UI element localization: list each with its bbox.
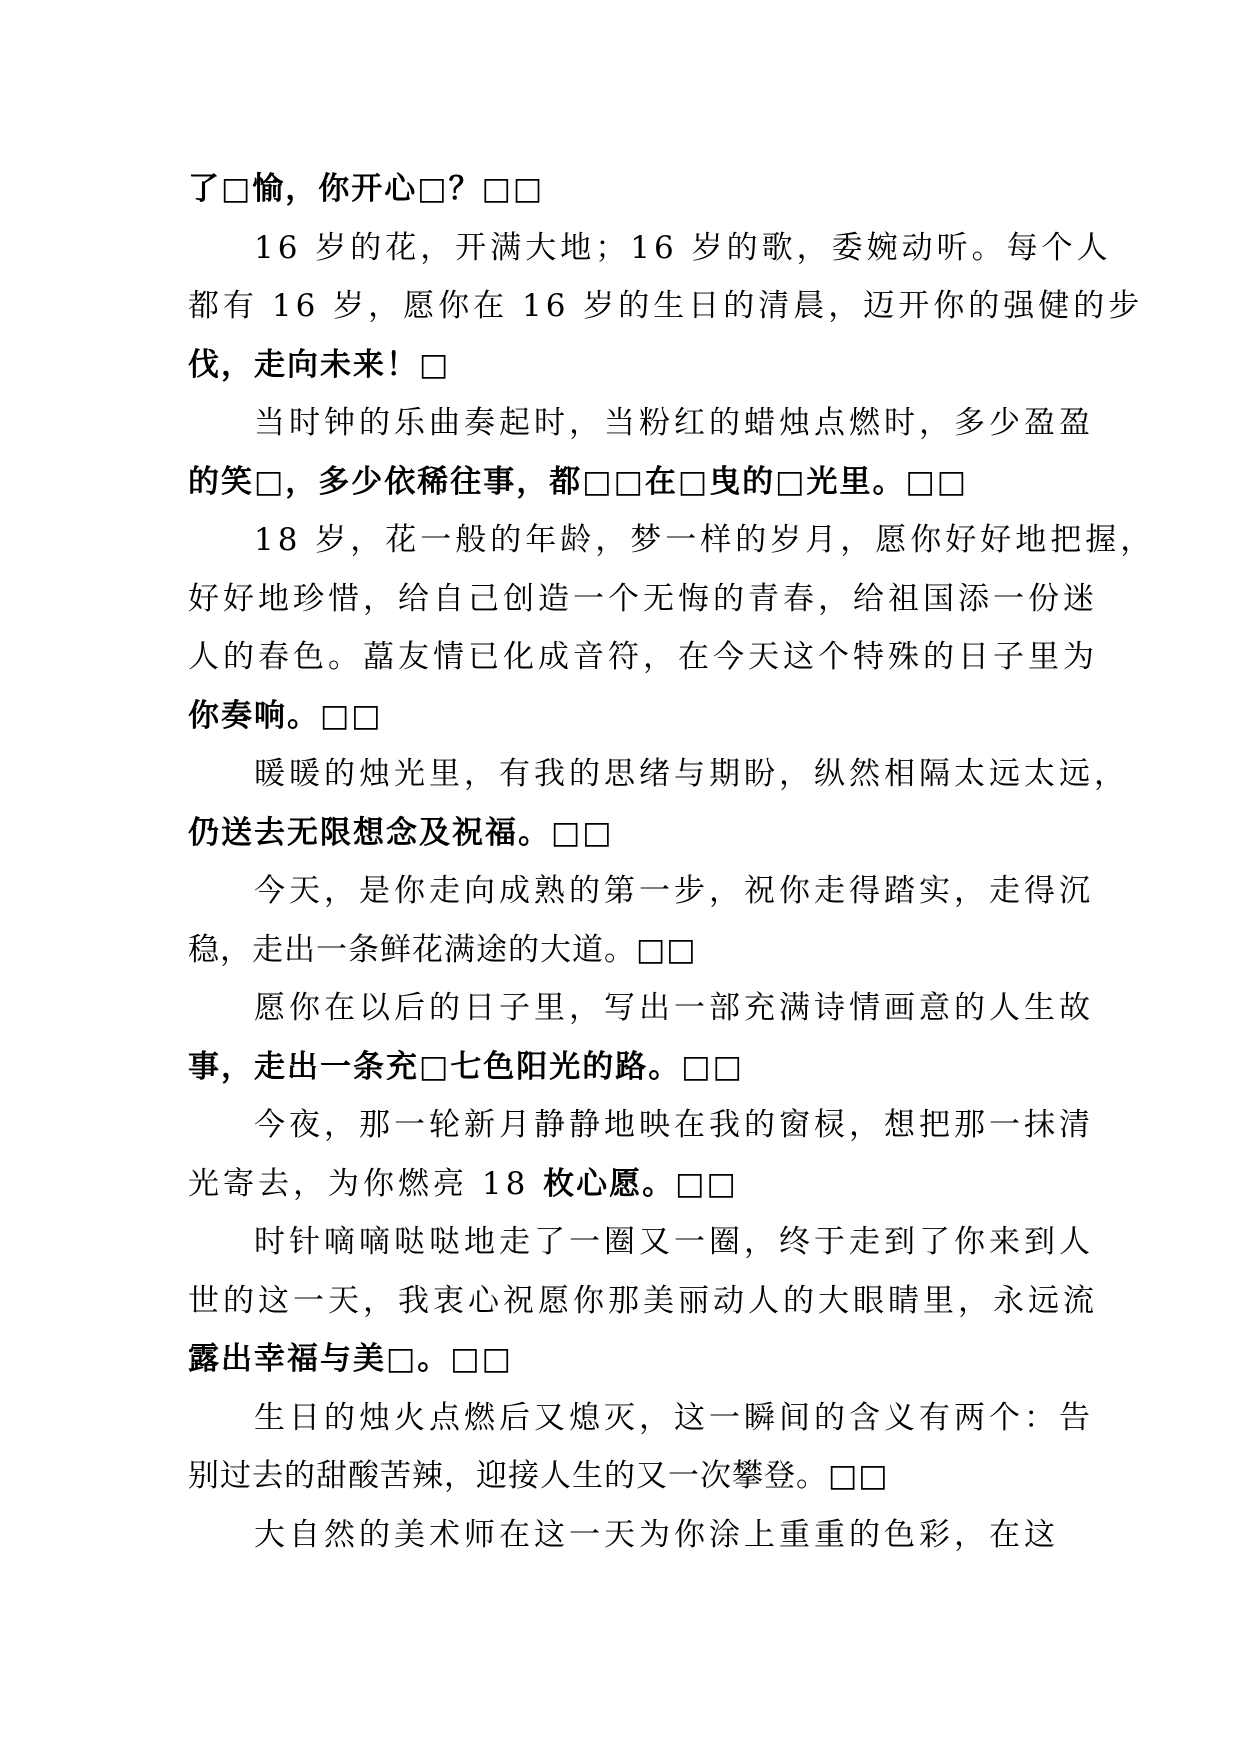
text-line: 暖暖的烛光里，有我的思绪与期盼，纵然相隔太远太远， — [254, 756, 1129, 792]
document-page — [188, 160, 1156, 1564]
text-line: 生日的烛火点燃后又熄灭，这一瞬间的含义有两个：告 — [254, 1399, 1094, 1436]
text-line: 今夜，那一轮新月静静地映在我的窗棂，想把那一抹清 — [254, 1107, 1094, 1143]
text-line: 了□愉，你开心□？□□ — [188, 171, 545, 207]
text-line: 当时钟的乐曲奏起时，当粉红的蜡烛点燃时，多少盈盈 — [254, 405, 1094, 441]
text-line: 伐，走向未来！□ — [188, 346, 451, 383]
text-line: 露出幸福与美□。□□ — [188, 1341, 513, 1377]
text-line: 18 岁，花一般的年龄，梦一样的岁月，愿你好好地把握， — [254, 522, 1156, 558]
text-line: 事，走出一条充□七色阳光的路。□□ — [188, 1048, 744, 1085]
text-line: 都有 16 岁，愿你在 16 岁的生日的清晨，迈开你的强健的步 — [188, 288, 1144, 324]
text-line: 愿你在以后的日子里，写出一部充满诗情画意的人生故 — [254, 990, 1094, 1026]
text-segment-sans: 枚心愿。□□ — [543, 1165, 738, 1202]
text-line-mixed — [188, 1155, 1058, 1214]
text-segment-serif: 光寄去，为你燃亮 18 — [188, 1165, 544, 1202]
text-line: 今天，是你走向成熟的第一步，祝你走得踏实，走得沉 — [254, 873, 1094, 909]
text-line: 16 岁的花，开满大地；16 岁的歌，委婉动听。每个人 — [254, 229, 1112, 266]
text-line: 你奏响。□□ — [188, 697, 383, 734]
text-line: 时针嘀嘀哒哒地走了一圈又一圈，终于走到了你来到人 — [254, 1224, 1094, 1260]
text-line: 好好地珍惜，给自己创造一个无悔的青春，给祖国添一份迷 — [188, 580, 1098, 617]
text-line: 稳，走出一条鲜花满途的大道。□□ — [188, 931, 697, 968]
text-line: 人的春色。藠友情已化成音符，在今天这个特殊的日子里为 — [188, 639, 1098, 675]
text-line: 别过去的甜酸苦辣，迎接人生的又一次攀登。□□ — [188, 1458, 889, 1494]
text-line: 仍送去无限想念及祝福。□□ — [188, 814, 614, 851]
text-line: 的笑□，多少依稀往事，都□□在□曳的□光里。□□ — [188, 463, 969, 500]
text-line: 世的这一天，我衷心祝愿你那美丽动人的大眼睛里，永远流 — [188, 1282, 1098, 1319]
text-line: 大自然的美术师在这一天为你涂上重重的色彩，在这 — [254, 1516, 1059, 1553]
